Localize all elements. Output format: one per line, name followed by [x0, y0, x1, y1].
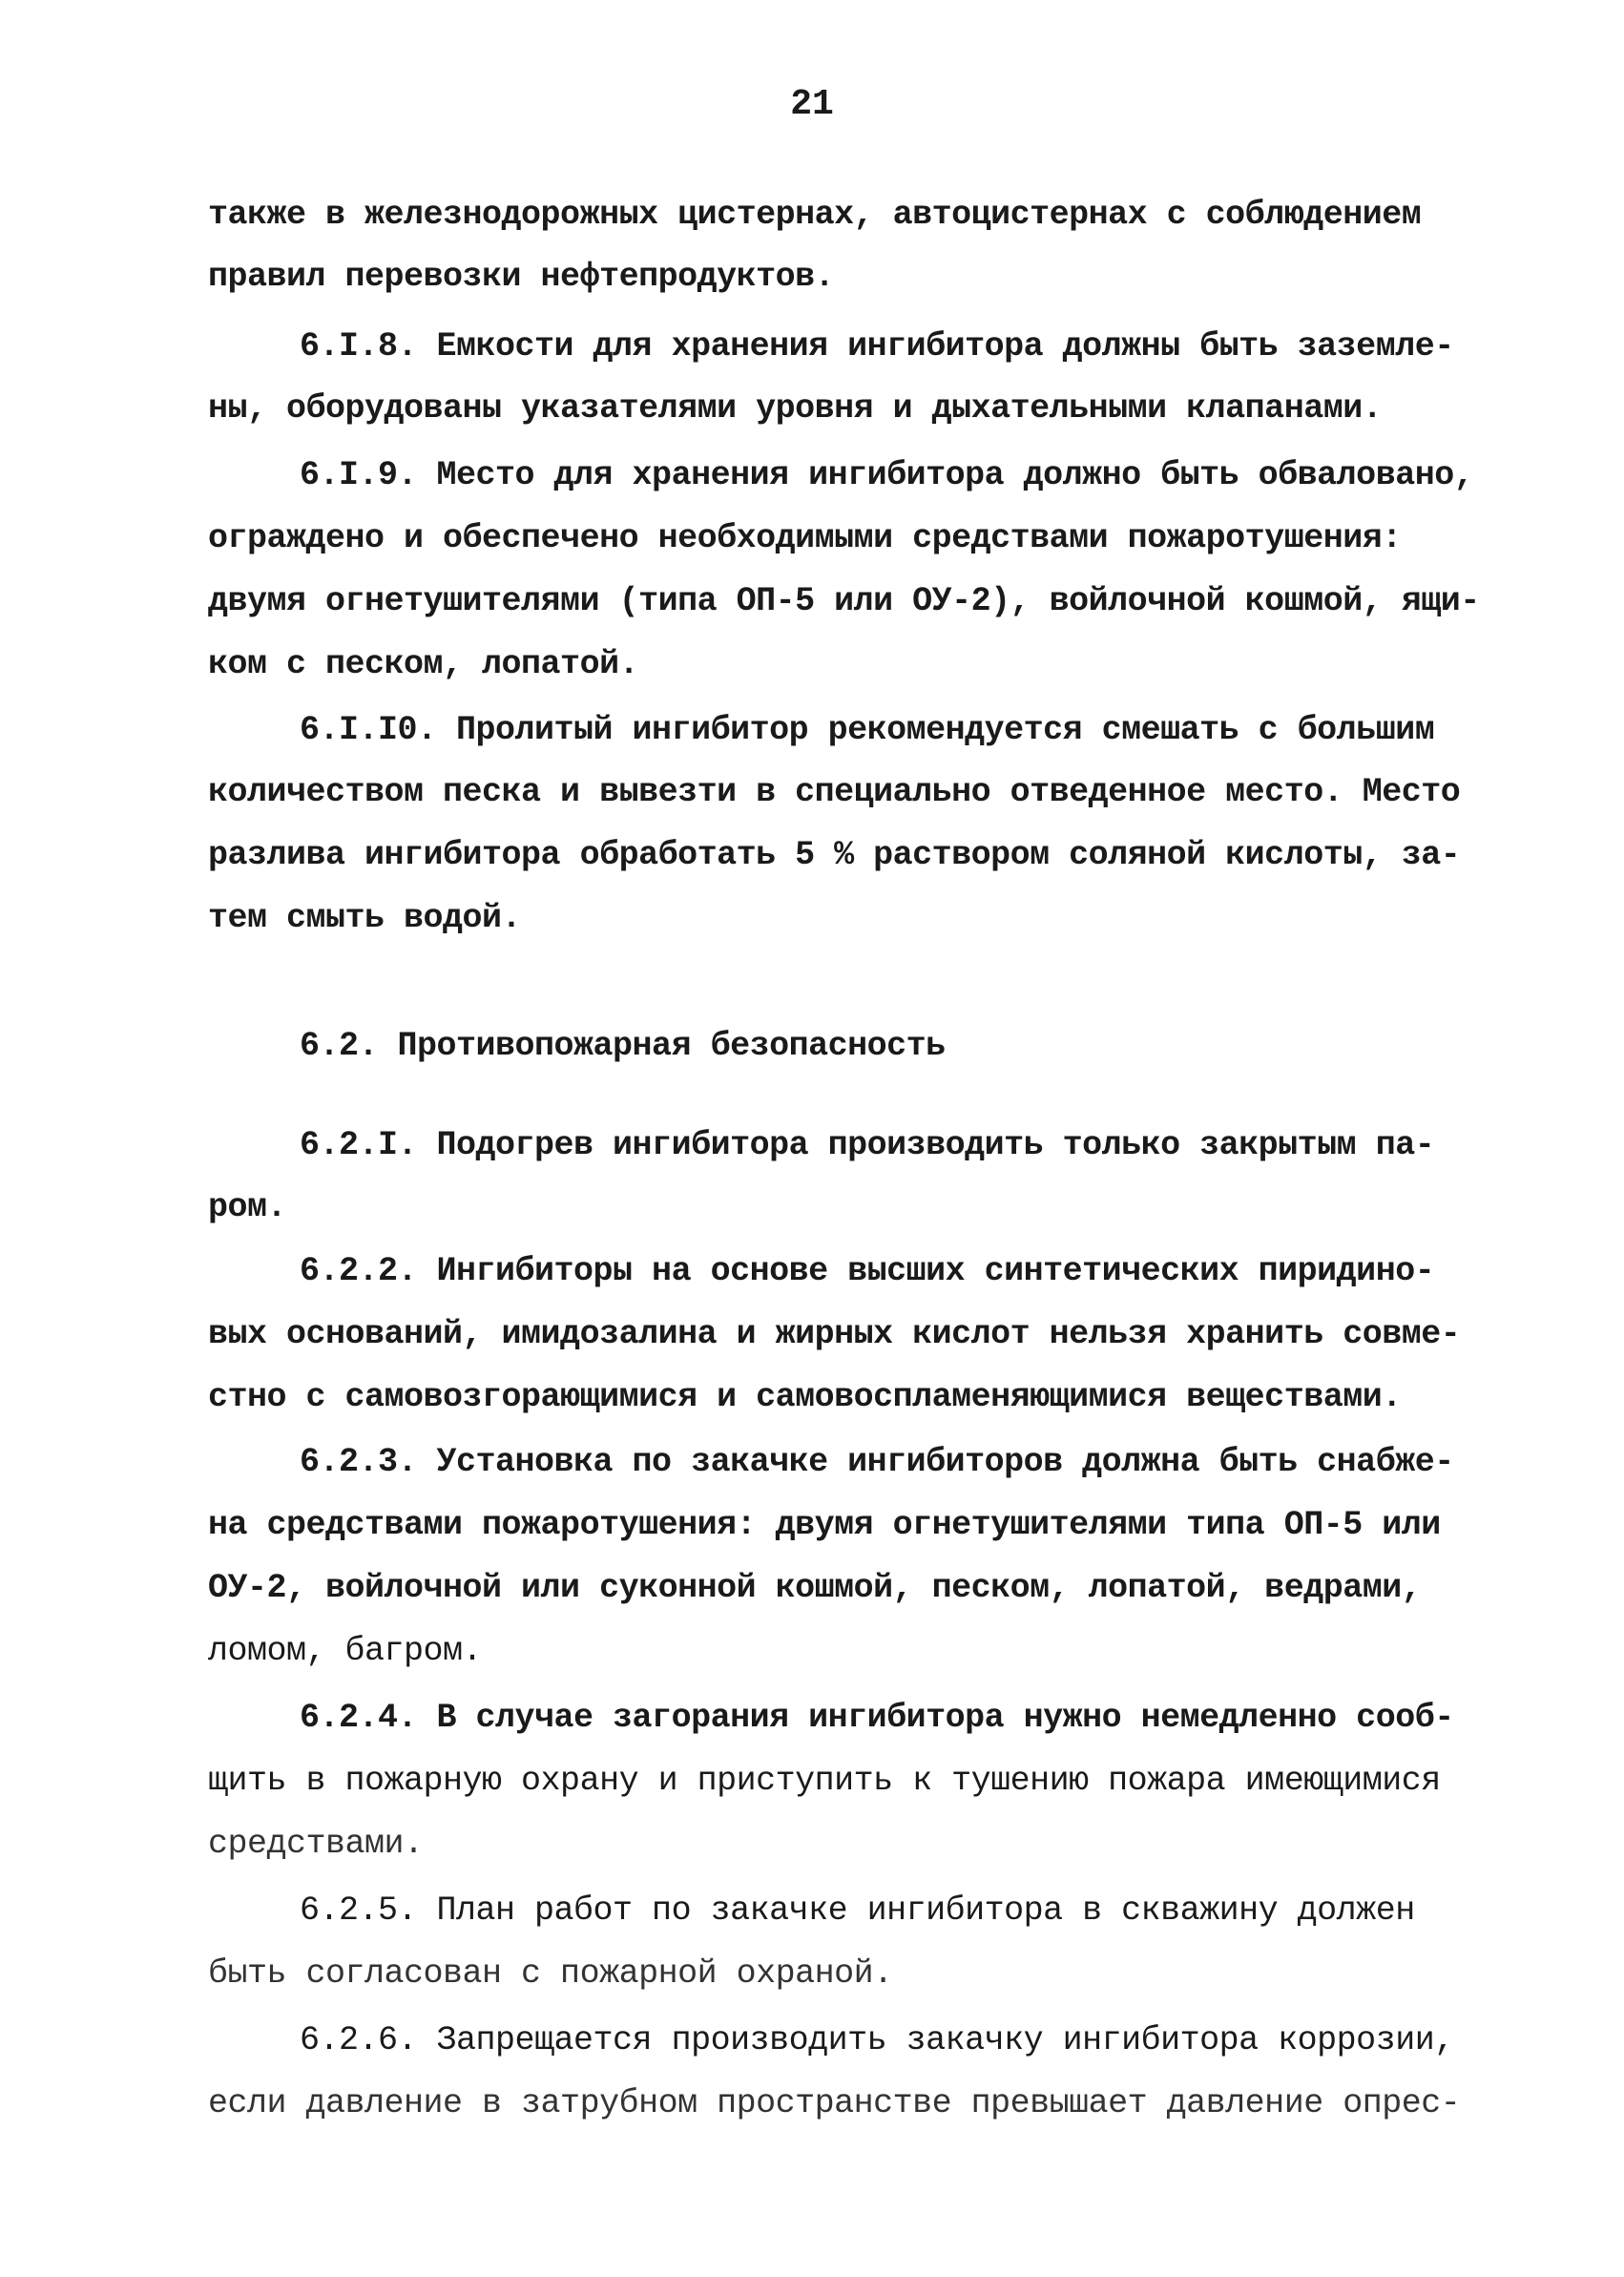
- text-line: быть согласован с пожарной охраной.: [208, 1954, 893, 1993]
- text-line: ограждено и обеспечено необходимыми средствами пожаротушения:: [208, 519, 1402, 557]
- clause-6-1-10: 6.I.I0. Пролитый ингибитор рекомендуется смешать с большим: [300, 711, 1435, 749]
- text-line: двумя огнетушителями (типа ОП-5 или ОУ-2), войлочной кошмой, ящи-: [208, 582, 1480, 620]
- text-line: стно с самовозгорающимися и самовоспламеняющимися веществами.: [208, 1378, 1402, 1416]
- text-line: вых оснований, имидозалина и жирных кислот нельзя хранить совме-: [208, 1315, 1461, 1353]
- text-line: количеством песка и вывезти в специально отведенное место. Место: [208, 773, 1461, 811]
- clause-6-1-9: 6.I.9. Место для хранения ингибитора должно быть обваловано,: [300, 456, 1474, 494]
- clause-6-2-3: 6.2.3. Установка по закачке ингибиторов должна быть снабже-: [300, 1443, 1454, 1481]
- section-heading: 6.2. Противопожарная безопасность: [300, 1027, 946, 1065]
- clause-6-2-2: 6.2.2. Ингибиторы на основе высших синтетических пиридино-: [300, 1252, 1435, 1290]
- text-line: средствами.: [208, 1825, 424, 1863]
- text-line: ломом, багром.: [208, 1632, 483, 1670]
- clause-6-2-4: 6.2.4. В случае загорания ингибитора нужно немедленно сооб-: [300, 1699, 1454, 1737]
- text-line: ком с песком, лопатой.: [208, 645, 639, 683]
- clause-6-2-1: 6.2.I. Подогрев ингибитора производить только закрытым па-: [300, 1126, 1435, 1164]
- text-line: ны, оборудованы указателями уровня и дыхательными клапанами.: [208, 389, 1383, 428]
- text-line: разлива ингибитора обработать 5 % раствором соляной кислоты, за-: [208, 836, 1461, 874]
- text-line: тем смыть водой.: [208, 899, 522, 937]
- text-line: ОУ-2, войлочной или суконной кошмой, песком, лопатой, ведрами,: [208, 1569, 1422, 1607]
- clause-6-2-6: 6.2.6. Запрещается производить закачку ингибитора коррозии,: [300, 2021, 1454, 2059]
- text-line: также в железнодорожных цистернах, автоцистернах с соблюдением: [208, 196, 1422, 234]
- clause-6-2-5: 6.2.5. План работ по закачке ингибитора в скважину должен: [300, 1891, 1415, 1930]
- text-line: ром.: [208, 1188, 287, 1226]
- text-line: правил перевозки нефтепродуктов.: [208, 258, 835, 296]
- text-line: на средствами пожаротушения: двумя огнетушителями типа ОП-5 или: [208, 1506, 1441, 1544]
- clause-6-1-8: 6.I.8. Емкости для хранения ингибитора должны быть заземле-: [300, 327, 1454, 366]
- page-number: 21: [790, 84, 834, 125]
- text-line: щить в пожарную охрану и приступить к тушению пожара имеющимися: [208, 1762, 1441, 1800]
- text-line: если давление в затрубном пространстве превышает давление опрес-: [208, 2084, 1461, 2122]
